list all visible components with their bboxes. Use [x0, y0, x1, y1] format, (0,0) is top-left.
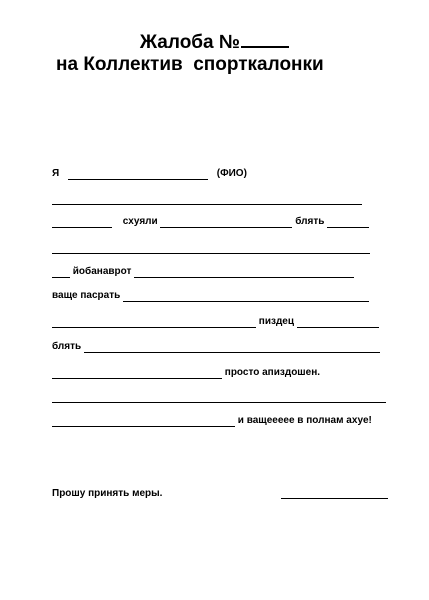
blank-7b[interactable] [297, 316, 379, 328]
blank-3b[interactable] [160, 216, 292, 228]
row9-word: просто апиздошен. [224, 367, 321, 378]
blank-11[interactable] [52, 415, 235, 427]
row7-word: пиздец [258, 316, 294, 327]
blank-line-2[interactable] [52, 193, 362, 205]
form-title-text: Жалоба № [139, 32, 241, 53]
row3-word2: блять [295, 216, 325, 227]
form-subtitle: на Коллектив спорткалонки [56, 54, 324, 75]
form-row-5 [52, 266, 354, 280]
blank-line-4[interactable] [52, 242, 370, 254]
form-row-7 [52, 316, 379, 330]
name-field[interactable] [68, 168, 208, 180]
row6-word: ваще пасрать [52, 290, 121, 301]
form-row-11 [52, 415, 372, 429]
blank-9[interactable] [52, 367, 222, 379]
row1-label: Я [52, 168, 60, 179]
signature-line[interactable] [281, 487, 388, 499]
form-row-4 [52, 242, 370, 256]
blank-6[interactable] [123, 290, 369, 302]
blank-3c[interactable] [327, 216, 369, 228]
blank-3a[interactable] [52, 216, 112, 228]
row11-word: и ващеееее в полнам ахуе! [237, 415, 372, 426]
row3-word1: схуяли [122, 216, 158, 227]
form-row-9 [52, 367, 320, 381]
form-row-3 [52, 216, 369, 230]
form-row-name [52, 168, 247, 182]
row8-word: блять [52, 341, 82, 352]
form-title [0, 30, 429, 54]
complaint-number-blank[interactable] [241, 30, 289, 48]
row5-word: йобанаврот [72, 266, 132, 277]
blank-5a[interactable] [52, 266, 70, 278]
form-row-6 [52, 290, 369, 304]
blank-line-10[interactable] [52, 391, 386, 403]
request-text: Прошу принять меры. [52, 488, 163, 499]
blank-7a[interactable] [52, 316, 256, 328]
blank-8[interactable] [84, 341, 380, 353]
form-row-10 [52, 391, 386, 405]
form-row-8 [52, 341, 380, 355]
form-row-2 [52, 193, 362, 207]
blank-5b[interactable] [134, 266, 354, 278]
row1-suffix: (ФИО) [216, 168, 247, 179]
